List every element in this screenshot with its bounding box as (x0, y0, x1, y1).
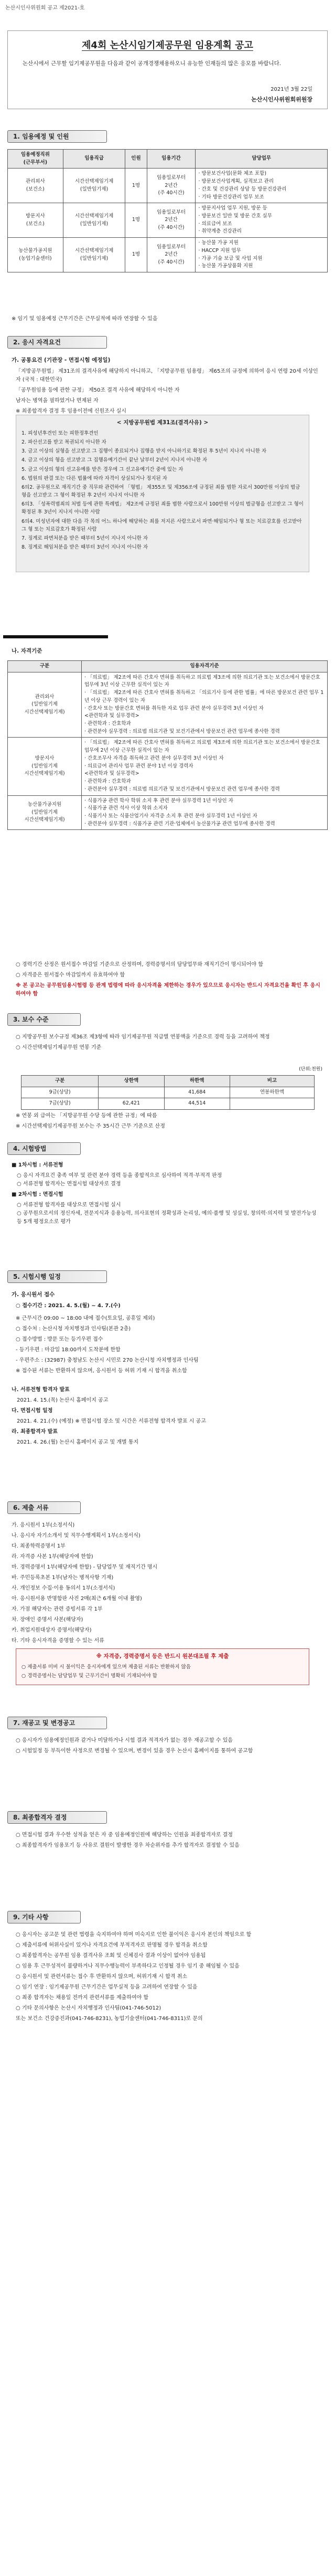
disqualification-line: 6. 법원의 판결 또는 다른 법률에 따라 자격이 상실되거나 정지된 자 (21, 475, 167, 481)
exam-stage-heading: ■ 2차시험 : 면접시험 (12, 1192, 63, 1197)
document-number: 논산시인사위원회 공고 제2021-호 (5, 5, 85, 11)
requirement-line: 「지방공무원법」 제31조의 결격사유에 해당하지 아니하고, 「지방공무원 임용령」 제65조의 규정에 의하여 응시 연령 20세 이상인 자 (국적 : 대한민국) (16, 369, 318, 383)
grade-cell: 시간선택제임기제 (일반임기제) (63, 203, 125, 238)
qualification-note: ○ 경력기간 산정은 원서접수 마감일 기준으로 산정하며, 경력증명서의 담당업무와 재직기간이 명시되어야 함 (16, 962, 263, 968)
document-item: 자. 가점 해당자는 관련 증빙서류 각 1부 (12, 1606, 103, 1612)
announcement-banner (7, 30, 328, 109)
documents-warning-title: ※ 자격증, 경력증명서 등은 반드시 원본대조필 후 제출 (96, 1653, 229, 1659)
other-note-line: ○ 제출서류에 허위사실이 있거나 자격요건에 부적격자로 판명될 경우 합격을 취소함 (16, 1942, 208, 1948)
documents-warning-line: ○ 제출서류 미비 시 불이익은 응시자에게 있으며 제출된 서류는 반환하지 않음 (21, 1664, 191, 1670)
salary-cell: 7급(상당) (21, 1098, 99, 1110)
disqualification-box (16, 415, 309, 572)
table-header-cell: 상한액 (99, 1076, 164, 1087)
exam-stage-heading: ■ 1차시험 : 서류전형 (12, 1162, 63, 1168)
duty-cell: · 방문보건사업(문화 체조 포함) · 방문보건사업계획, 실적보고 관리 · 간호 및 건강관리 상담 등 방문건강관리 · 기타 방문건강관리 업무 보조 (196, 169, 328, 203)
reannouncement-text (16, 1737, 322, 1758)
table-header-cell: 임용기간 (147, 150, 196, 169)
table-header-cell: 임용자격기준 (82, 661, 328, 672)
other-note-line: ○ 임기 연장 : 임기제공무원 근무기간은 업무실적 등을 고려하여 연장할 수 있음 (16, 1984, 198, 1990)
table-row (8, 203, 328, 238)
disqualification-line: 7. 징계로 파면처분을 받은 때부터 5년이 지나지 아니한 자 (21, 535, 148, 542)
qualification-cell: · 「의료법」 제2조에 따른 간호사 면허를 취득하고 의료법 제3조에 의한 의료기관 또는 보건소에서 방문간호업무에 3년 이상 근무한 실적이 있는 자 · 「의료법」 제2조에 따른 간호사 면허를 취득하고 「의료기사 등에 관한 법률」에 따른 방문보건 관련 업무 1년 이상 근무 경력이 있는 자 · 간호사 또는 방문간호 면허를 취득한 자로 업무 관련 분야 실무경력 3년 이상인 자 <관련학과 및 실무경력> · 관련학과 : 간호학과 · 관련분야 실무경력 : 의료법 의료기관 및 보건기관에서 방문보건 관련 업무에 종사한 경력 (82, 672, 328, 738)
documents-warning-box (16, 1648, 309, 1685)
schedule-body: 2021. 4. 21.(수) (예정) ※ 면접시험 장소 및 시간은 서류전형 합격자 발표 시 공고 (17, 1418, 206, 1424)
announcement-title: 제4회 논산시임기제공무원 임용계획 공고 (82, 40, 253, 51)
application-line: ※ 근무시간 09:00 ~ 18:00 내에 접수(토요일, 공휴일 제외) (16, 1316, 155, 1321)
table-header-cell: 임용예정직위 (근무부서) (8, 150, 63, 169)
requirement-line: 「공무원임용 등에 관한 규정」 제50조 결격 사유에 해당하지 아니한 자 (16, 387, 180, 393)
salary-unit: (단위:천원) (299, 1067, 322, 1072)
document-item: 마. 경력증명서 1부(해당자에 한함) - 담당업무 및 재직기간 명시 (12, 1564, 158, 1570)
table-header-cell: 인원 (125, 150, 147, 169)
document-item: 차. 장애인 증명서 사본(해당자) (12, 1617, 83, 1623)
final-selection-text (16, 1831, 322, 1852)
qualification-table (7, 660, 328, 830)
application-period: ○ 접수기간 : 2021. 4. 5.(월) ~ 4. 7.(수) (16, 1303, 121, 1309)
salary-line: ○ 시간선택제임기제공무원 연봉 기준 (16, 1045, 102, 1050)
grade-cell: 시간선택제임기제 (일반임기제) (63, 169, 125, 203)
salary-line: ○ 지방공무원 보수규정 제36조 제3항에 따라 임기제공무원 직급별 연봉액을 기준으로 경력 등을 고려하여 책정 (16, 1034, 270, 1040)
announcement-org: 논산시인사위원회위원장 (251, 96, 312, 103)
application-line: - 등기우편 : 마감일 18:00까지 도착분에 한함 (16, 1347, 121, 1353)
document-item: 카. 취업지원대상자 증명서(해당자) (12, 1627, 92, 1633)
schedule-heading: 다. 면접시험 일정 (12, 1408, 53, 1414)
exam-schedule (12, 1386, 322, 1449)
section-9-header: 9. 기타 사항 (7, 1911, 81, 1923)
grade-cell: 시간선택제임기제 (일반임기제) (63, 238, 125, 272)
application-details (16, 1315, 322, 1378)
section-8-header: 8. 최종합격자 결정 (7, 1811, 107, 1824)
duty-cell: · 농산물 가공 지원 · HACCP 지원 업무 · 가공 기술 보급 및 사업 지원 · 농산물 가공상품화 지원 (196, 238, 328, 272)
application-heading: 가. 응시원서 접수 (12, 1291, 55, 1298)
dept-cell: 방문지사 (보건소) (8, 203, 63, 238)
salary-table (21, 1075, 315, 1110)
application-line: ※ 접수된 서류는 반환하지 않으며, 응시원서 등 허위 기재 시 합격을 취소함 (16, 1368, 187, 1374)
count-cell: 1명 (125, 169, 147, 203)
duty-cell: · 방문지사업 업무 지원, 방문 등 · 방문보건 일반 및 방문 간호 실무 · 의료급여 보조 · 취약계층 건강관리 (196, 203, 328, 238)
salary-note: ※ 시간선택제임기제공무원 보수는 주 35시간 근무 기준으로 산정 (16, 1123, 165, 1129)
count-cell: 1명 (125, 238, 147, 272)
document-item: 나. 응시자 자기소개서 및 직무수행계획서 1부(소정서식) (12, 1533, 141, 1539)
common-requirements-list (16, 367, 322, 418)
disqualification-line: 6의4. 미성년자에 대한 다음 각 목의 어느 하나에 해당하는 죄를 저지른 사람으로서 파면·해임되거나 형 또는 치료감호를 선고받아 그 형 또는 치료감호가 확정된 사람 (21, 518, 302, 532)
section-1-header: 1. 임용예정 및 인원 (7, 130, 107, 143)
qualification-warning: ※ 본 공고는 공무원임용시험령 등 관계 법령에 따라 응시자격을 제한하는 경우가 있으므로 응시자는 반드시 자격요건을 확인 후 응시하여야 함 (16, 983, 320, 997)
count-cell: 1명 (125, 203, 147, 238)
section-7-header: 7. 재공고 및 변경공고 (7, 1717, 107, 1729)
section-5-header: 5. 시험시행 일정 (7, 1270, 107, 1283)
salary-cell: 62,421 (99, 1098, 164, 1110)
table-header-cell: 구분 (21, 1076, 99, 1087)
announcement-date: 2021년 3월 22일 (271, 87, 312, 92)
period-cell: 임용일로부터 2년간 (주 40시간) (147, 169, 196, 203)
document-item: 사. 개인정보 수집·이용 동의서 1부(소정서식) (12, 1585, 115, 1591)
other-note-line: ○ 응시자는 공고문 및 관련 법령을 숙지하여야 하며 미숙지로 인한 불이익은 응시자 본인의 책임으로 함 (16, 1932, 252, 1938)
other-note-line: ○ 최종 합격자는 채용일 전까지 관련서류를 제출하여야 함 (16, 1995, 149, 2001)
table-row (8, 238, 328, 272)
section-4-header: 4. 시험방법 (7, 1142, 81, 1155)
other-note-line: ○ 기타 문의사항은 논산시 자치행정과 인사팀(041-746-5012) (16, 2005, 161, 2011)
qualification-heading: 나. 자격기준 (12, 648, 42, 654)
table-header-cell: 담당업무 (196, 150, 328, 169)
other-note-line: ○ 응시원서 및 관련서류는 접수 후 반환하지 않으며, 허위기재 시 합격 취소 (16, 1974, 188, 1980)
final-selection-line: ○ 면접시험 결과 우수한 성적을 얻은 자 중 임용예정인원에 해당하는 인원을 최종합격자로 결정 (16, 1832, 233, 1838)
disqualification-line: 2. 파산선고를 받고 복권되지 아니한 자 (21, 439, 106, 445)
salary-note: ※ 연봉 외 급여는 「지방공무원 수당 등에 관한 규정」에 따름 (16, 1113, 157, 1119)
table-row (8, 169, 328, 203)
disqualification-line: 6의2. 공무원으로 재직기간 중 직무와 관련하여 「형법」 제355조 및 제356조에 규정된 죄를 범한 자로서 300만원 이상의 벌금형을 선고받고 그 형이 확정된 후 2년이 지나지 아니한 자 (21, 484, 300, 499)
qualification-notes (16, 961, 322, 1001)
disqualification-line: 6의3. 「성폭력범죄의 처벌 등에 관한 특례법」 제2조에 규정된 죄를 범한 사람으로서 100만원 이상의 벌금형을 선고받고 그 형이 확정된 후 3년이 지나지 아니한 사람 (21, 501, 304, 516)
qualification-note: ○ 자격증은 원서접수 마감일까지 유효하여야 함 (16, 972, 125, 978)
salary-notes (16, 1112, 322, 1133)
disqualification-title: < 지방공무원법 제31조(결격사유) > (116, 419, 209, 426)
disqualification-line: 1. 피성년후견인 또는 피한정후견인 (21, 430, 99, 436)
position-cell: 농산물가공지원 (일반임기제 시간선택제임기제) (8, 795, 82, 830)
required-documents-list (12, 1521, 322, 1647)
salary-description (16, 1033, 322, 1054)
schedule-heading: 라. 최종합격자 발표 (12, 1429, 58, 1435)
table-header-cell: 구분 (8, 661, 82, 672)
disqualification-line: 4. 금고 이상의 형을 선고받고 그 집행유예기간이 끝난 날부터 2년이 지나지 아니한 자 (21, 457, 208, 464)
final-selection-line: ○ 최종합격자가 임용포기 등 사유로 결원이 발생한 경우 차순위자를 추가 합격자로 결정할 수 있음 (16, 1843, 240, 1848)
salary-cell (230, 1098, 314, 1110)
document-item: 바. 주민등록초본 1부(남자는 병적사항 기재) (12, 1575, 114, 1581)
application-line: - 우편주소 : (32987) 충청남도 논산시 시민로 270 논산시청 자치행정과 인사팀 (16, 1358, 199, 1363)
qualification-cell: · 「의료법」 제2조에 따른 간호사 면허를 취득하고 의료법 제3조에 의한 의료기관 또는 보건소에서 방문간호업무에 2년 이상 근무한 실적이 있는 자 · 간호조무사 자격을 취득하고 관련 분야 실무경력 3년 이상인 자 · 의료급여 관리사 업무 관련 분야 1년 이상 경력자 <관련학과 및 실무경력> · 관련학과 : 간호학과 · 관련분야 실무경력 : 의료법 의료기관 및 보건기관에서 방문보건 관련 업무에 종사한 경력 (82, 738, 328, 795)
table-header-cell: 임용직급 (63, 150, 125, 169)
section-6-header: 6. 제출 서류 (7, 1501, 81, 1514)
exam-stage-body: ○ 응시 자격요건 충족 여부 및 관련 분야 경력 등을 종합적으로 심사하여 적격·부적격 판정 ○ 서류전형 합격자는 면접시험 대상자로 결정 (17, 1173, 222, 1187)
table-row (8, 672, 328, 738)
document-item: 가. 응시원서 1부(소정서식) (12, 1522, 75, 1528)
salary-cell: 44,514 (164, 1098, 230, 1110)
salary-cell: 연봉하한액 (230, 1087, 314, 1098)
requirement-line: ※ 최종합격자 결정 후 임용이전에 신원조사 실시 (16, 408, 126, 414)
exam-stage-body: ○ 서류전형 합격자를 대상으로 면접시험 실시 ○ 공무원으로서의 정신자세, 전문지식과 응용능력, 의사표현의 정확성과 논리성, 예의·품행 및 성실성, 창의력·의지력 및 발전가능성 등 5개 평정요소로 평가 (17, 1202, 317, 1225)
table-header-cell: 비고 (230, 1076, 314, 1087)
period-cell: 임용일로부터 2년간 (주 40시간) (147, 203, 196, 238)
document-item: 아. 응시원서용 반명함판 사진 2매(최근 6개월 이내 촬영) (12, 1596, 142, 1602)
section-3-header: 3. 보수 수준 (7, 1013, 81, 1026)
common-requirements-heading: 가. 공통요건 (기관장 - 면접시험 예정일) (12, 357, 111, 363)
disqualification-line: 3. 금고 이상의 실형을 선고받고 그 집행이 종료되거나 집행을 받지 아니하기로 확정된 후 5년이 지나지 아니한 자 (21, 448, 267, 455)
table-row (8, 795, 328, 830)
position-cell: 방문지사 (일반임기제 시간선택제임기제) (8, 738, 82, 795)
other-note-line: ○ 최종합격자는 공무원 임용 결격사유 조회 및 신체검사 결과 이상이 없어야 임용됨 (16, 1953, 206, 1959)
document-item: 다. 최종학력증명서 1부 (12, 1543, 66, 1549)
salary-cell: 9급(상당) (21, 1087, 99, 1098)
section-1-note: ※ 임기 및 임용예정 근무기간은 근무실적에 따라 연장할 수 있음 (12, 316, 158, 322)
document-item: 라. 자격증 사본 1부(해당자에 한함) (12, 1554, 93, 1560)
period-cell: 임용일로부터 2년간 (주 40시간) (147, 238, 196, 272)
dept-cell: 관리외사 (보건소) (8, 169, 63, 203)
schedule-heading: 나. 서류전형 합격자 발표 (12, 1387, 70, 1393)
application-line: ○ 접수처 : 논산시청 자치행정과 인사팀(본관 2층) (16, 1326, 131, 1332)
table-row (8, 738, 328, 795)
reannouncement-line: ○ 응시자가 임용예정인원과 같거나 미달하거나 시험 결과 적격자가 없는 경우 재공고할 수 있음 (16, 1738, 233, 1743)
salary-cell (99, 1087, 164, 1098)
table-row (21, 1098, 315, 1110)
table-header-cell: 하한액 (164, 1076, 230, 1087)
qualification-cell: · 식품가공 관련 학사 학위 소지 후 관련 분야 실무경력 1년 이상인 자 · 식품가공 관련 석사 이상 학위 소지자 · 식품기사 또는 식품산업기사 자격증 소지 후 관련 분야 실무경력 1년 이상인 자 · 관련분야 실무경력 : 식품가공 관련 기관·업체에서 농산물가공 관련 업무에 종사한 경력 (82, 795, 328, 830)
documents-warning-line: ○ 경력증명서는 담당업무 및 근무기간이 명확히 기재되어야 함 (21, 1673, 157, 1679)
application-line: ○ 접수방법 : 방문 또는 등기우편 접수 (16, 1337, 103, 1342)
schedule-body: 2021. 4. 26.(월) 논산시 홈페이지 공고 및 개별 통지 (17, 1439, 139, 1445)
divider-bar (3, 635, 108, 638)
other-notes (16, 1931, 322, 2025)
disqualification-line: 8. 징계로 해임처분을 받은 때부터 3년이 지나지 아니한 자 (21, 544, 148, 551)
schedule-body: 2021. 4. 15.(목) 논산시 홈페이지 공고 (17, 1397, 109, 1403)
announcement-intro: 논산시에서 근무할 임기제공무원을 다음과 같이 공개경쟁채용하오니 유능한 인재들의 많은 응모를 바랍니다. (23, 60, 282, 67)
position-cell: 관리외사 (일반임기제 시간선택제임기제) (8, 672, 82, 738)
exam-method-list (12, 1161, 322, 1228)
requirement-line: 남자는 병역을 필하였거나 면제된 자 (16, 398, 99, 404)
other-note-line: 또는 보건소 건강증진과(041-746-8231), 농업기술센터(041-746-8311)로 문의 (16, 2016, 203, 2022)
document-item: 타. 기타 응시자격을 증명할 수 있는 서류 (12, 1638, 104, 1644)
dept-cell: 농산물가공지원 (농업기술센터) (8, 238, 63, 272)
reannouncement-line: ○ 시험일정 등 부득이한 사정으로 변경될 수 있으며, 변경이 있을 경우 논산시 홈페이지를 통하여 공고함 (16, 1748, 253, 1754)
salary-cell: 41,684 (164, 1087, 230, 1098)
table-row (21, 1087, 315, 1098)
section-2-header: 2. 응시 자격요건 (7, 336, 107, 349)
disqualification-line: 5. 금고 이상의 형의 선고유예를 받은 경우에 그 선고유예기간 중에 있는 자 (21, 466, 183, 472)
other-note-line: ○ 임용 후 근무성적이 불량하거나 직무수행능력이 부족하다고 인정될 경우 임기 중 해임될 수 있음 (16, 1963, 240, 1969)
recruitment-table (7, 149, 328, 272)
